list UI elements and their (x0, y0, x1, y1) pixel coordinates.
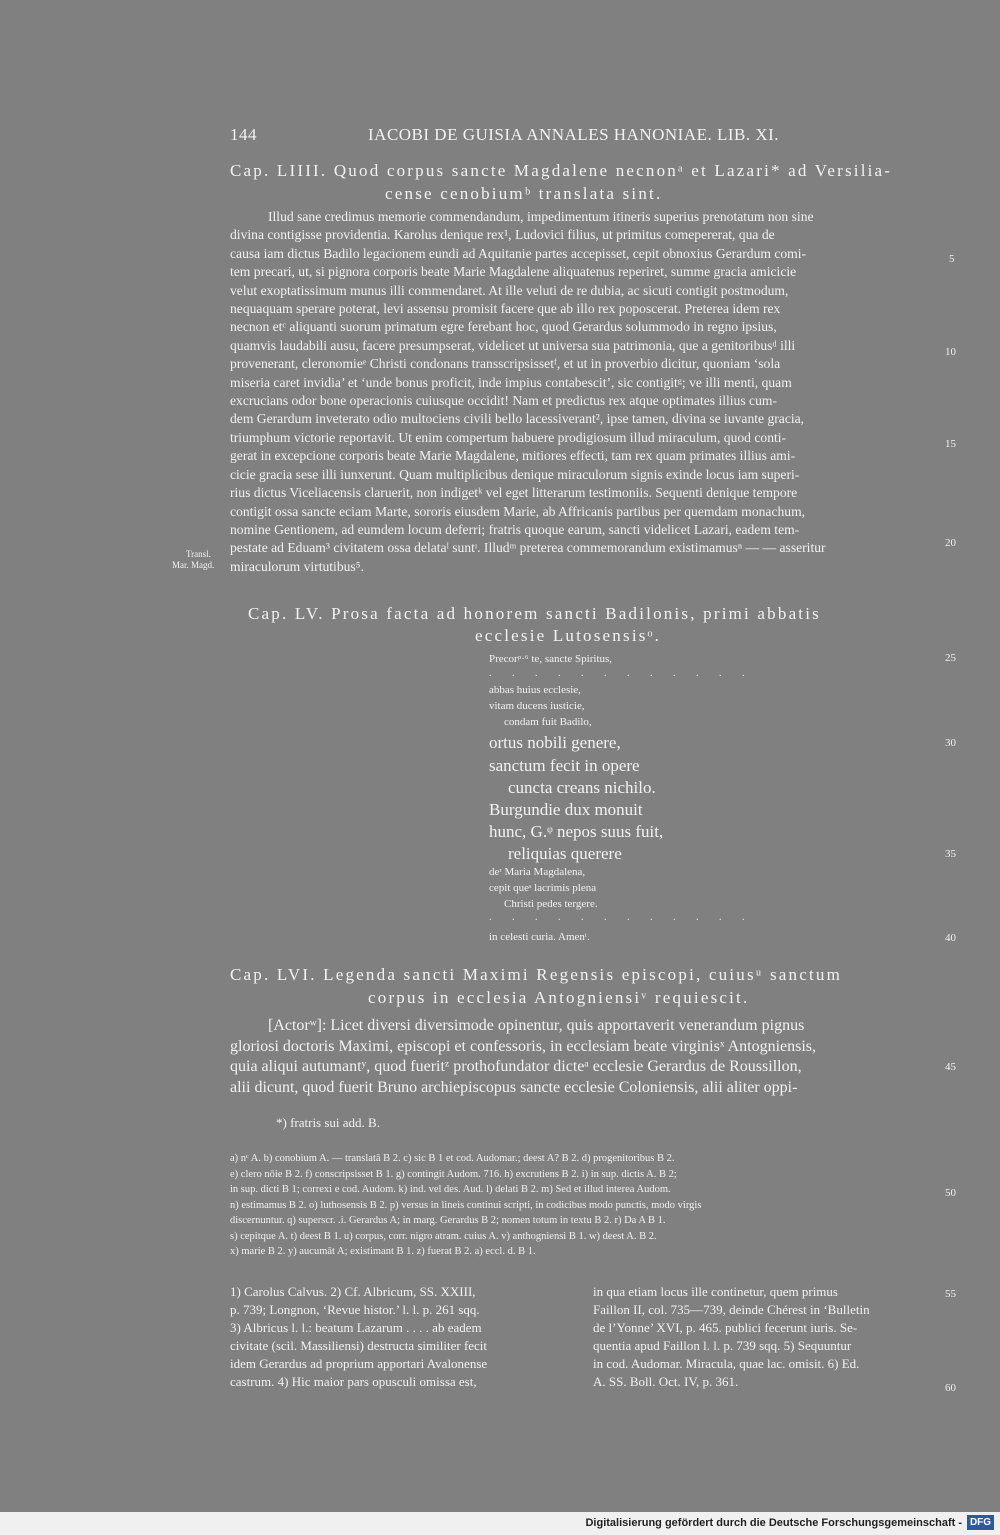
apparatus-line: n) estimamus B 2. o) luthosensis B 2. p) versus in lineis continui scripti, in codicibus modo punctis, modo virgis (230, 1199, 702, 1211)
line-number: 5 (949, 253, 955, 265)
footnotes-right-column (593, 1283, 870, 1391)
apparatus-line: s) cepitque A. t) deest B 1. u) corpus, corr. nigro atram. cuius A. v) anthogniensi B 1. w) deest A. B 2. (230, 1230, 657, 1242)
asterisk-note: *) fratris sui add. B. (276, 1115, 380, 1130)
dfg-logo[interactable]: DFG (967, 1515, 994, 1530)
footnote-line: 1) Carolus Calvus. 2) Cf. Albricum, SS. XXIII, (230, 1284, 476, 1299)
footnote-line: civitate (scil. Massiliensi) destructa similiter fecit (230, 1338, 488, 1353)
text-line: [Actorʷ]: Licet diversi diversimode opinentur, quis apportaverit venerandum pignus (268, 1017, 805, 1034)
chapter-lvi-title-line2: corpus in ecclesia Antogniensiᵛ requiescit. (368, 988, 750, 1007)
footnote-line: castrum. 4) Hic maior pars opusculi omissa est, (230, 1374, 477, 1389)
text-line: gerat in excepcione corporis beate Marie Magdalene, mitiores effecti, tam rex quam primates illius ami- (230, 448, 796, 464)
text-line: cicie gracia sese illi iunxerunt. Quam multiplicibus denique miraculorum signis exinde locus iam superi- (230, 466, 800, 482)
apparatus-line: in sup. dicti B 1; correxi e cod. Audom. k) ind. vel des. Aud. l) delati B 2. m) Sed et illud interea Audom. (230, 1184, 671, 1195)
line-number: 30 (945, 737, 956, 749)
chapter-lv-title-line2: ecclesie Lutosensisᵒ. (475, 626, 662, 645)
text-line: miraculorum virtutibus⁵. (230, 558, 364, 574)
margin-note-line2: Mar. Magd. (172, 560, 215, 570)
footnote-line: A. SS. Boll. Oct. IV, p. 361. (593, 1374, 739, 1389)
verse-line: deʳ Maria Magdalena, (489, 866, 586, 878)
verse-line: vitam ducens iusticie, (489, 700, 585, 712)
line-number: 15 (945, 438, 956, 450)
chapter-lvi-title-line1: Cap. LVI. Legenda sancti Maximi Regensis episcopi, cuiusᵘ sanctum (230, 965, 843, 984)
ellipsis-dots: . . . . . . . . . . . . (489, 912, 754, 923)
verse-line: sanctum fecit in opere (489, 756, 640, 775)
apparatus-line: e) clero nōie B 2. f) conscripsisset B 1. g) contingit Audom. 716. h) excrutiens B 2. i) in sup. dictis A. B 2; (230, 1168, 677, 1180)
line-number: 20 (945, 537, 956, 549)
footnote-line: p. 739; Longnon, ‘Revue histor.’ l. l. p. 261 sqq. (230, 1302, 480, 1317)
text-line: alii dicunt, quod fuerit Bruno archiepiscopus sancte ecclesie Coloniensis, alii aliter oppi- (230, 1078, 798, 1096)
text-line: contigit ossa sancte eciam Marte, sororis eiusdem Marie, ab Affricanis partibus per quemdam monachum, (230, 503, 806, 519)
verse-line: ortus nobili genere, (489, 733, 621, 752)
critical-apparatus (230, 1151, 701, 1260)
text-line: miseria caret invidia’ et ‘unde bonus proficit, inde impius contabescit’, sic contigitᵍ; ve illi menti, quam (230, 374, 792, 390)
ellipsis-dots: . . . . . . . . . . . . (489, 668, 754, 679)
apparatus-line: x) marie B 2. y) aucumāt A; existimant B 1. z) fuerat B 2. a) eccl. d. B 1. (230, 1246, 536, 1257)
line-number: 60 (945, 1382, 956, 1394)
line-number: 55 (945, 1288, 956, 1300)
verse-line: condam fuit Badilo, (504, 716, 592, 728)
verse-line: abbas huius ecclesie, (489, 684, 581, 696)
chapter-liiii-title-line1: Cap. LIIII. Quod corpus sancte Magdalene necnonᵃ et Lazari* ad Versilia- (230, 161, 893, 180)
footnote-line: quentia apud Faillon l. l. p. 739 sqq. 5) Sequuntur (593, 1338, 852, 1353)
margin-note-line1: Transl. (186, 549, 211, 559)
text-line: causa iam dictus Badilo legacionem eundi ad Aquitanie partes accepisset, cepit obnoxius Gerardum comi- (230, 245, 807, 261)
page-number: 144 (230, 125, 257, 144)
line-number: 25 (945, 652, 956, 664)
text-line: necnon etᶜ aliquanti suorum primatum egre ferebant hoc, quod Gerardus solummodo in regno ipsius, (230, 319, 777, 335)
verse-line: Christi pedes tergere. (504, 898, 598, 910)
line-number: 40 (945, 932, 956, 944)
chapter-liiii-text (230, 208, 962, 576)
verse-line: cuncta creans nichilo. (508, 778, 656, 797)
verse-line: hunc, G.ᵠ nepos suus fuit, (489, 822, 664, 841)
text-line: quamvis laudabili ausu, facere presumpserat, videlicet ut universa sua patrimonia, que a genitoribusᵈ illi (230, 337, 796, 353)
footnote-line: de l’Yonne’ XVI, p. 465. publici fecerunt iuris. Se- (593, 1320, 858, 1335)
line-number: 35 (945, 848, 956, 860)
text-line: velut exoptatissimum munus illi commendaret. At ille veluti de re dubia, ac sicuti contigit postmodum, (230, 282, 789, 298)
verse-line: reliquias querere (508, 844, 622, 863)
text-line: provenerant, cleronomieᵉ Christi condonans transscripsissetᶠ, et ut in proverbio dicitur, quoniam ‘sola (230, 356, 781, 372)
footer-funding-note: Digitalisierung gefördert durch die Deutsche Forschungsgemeinschaft - (585, 1517, 962, 1529)
text-line: excrucians odor bone operacionis cuiusque occidit! Nam et predictus rex atque optimates illius cum- (230, 393, 777, 409)
footnote-line: 3) Albricus l. l.: beatum Lazarum . . . . ab eadem (230, 1320, 482, 1335)
chapter-lvi-text (230, 1016, 962, 1098)
footnote-line: idem Gerardus ad proprium apportari Avalonense (230, 1356, 488, 1371)
running-title: IACOBI DE GUISIA ANNALES HANONIAE. LIB. XI. (368, 125, 780, 144)
text-line: dem Gerardum inveterato odio multociens civili bello lacessiverant², ipse tamen, divina se iuvante gracia, (230, 411, 805, 427)
verse-line: cepit queˢ lacrimis plena (489, 882, 597, 894)
line-number: 50 (945, 1187, 956, 1199)
footnote-line: Faillon II, col. 735—739, deinde Chérest in ‘Bulletin (593, 1302, 870, 1317)
text-line: triumphum victorie reportavit. Ut enim compertum habuere prodigiosum illud miraculum, quod conti- (230, 429, 787, 445)
text-line: quia aliqui autumantʸ, quod fueritᶻ prothofundator dicteᵃ ecclesie Gerardus de Roussillon, (230, 1058, 802, 1075)
footnote-line: in cod. Audomar. Miracula, quae lac. omisit. 6) Ed. (593, 1356, 860, 1371)
text-line: gloriosi doctoris Maximi, episcopi et confessoris, in ecclesiam beate virginisˣ Antogniensis, (230, 1037, 817, 1055)
apparatus-line: discernuntur. q) superscr. .i. Gerardus A; in marg. Gerardus B 2; nomen totum in textu B 2. r) Da A B 1. (230, 1215, 666, 1226)
chapter-lv-title-line1: Cap. LV. Prosa facta ad honorem sancti Badilonis, primi abbatis (248, 604, 821, 623)
chapter-liiii-title-line2: cense cenobiumᵇ translata sint. (385, 184, 663, 203)
footnote-line: in qua etiam locus ille continetur, quem primus (593, 1284, 838, 1299)
apparatus-line: a) nᶜ A. b) conobium A. — translatā B 2. c) sic B 1 et cod. Audomar.; deest A? B 2. d) progenitoribus B 2. (230, 1153, 675, 1164)
footnotes-left-column (230, 1283, 487, 1391)
verse-line: Burgundie dux monuit (489, 800, 643, 819)
text-line: tem precari, ut, si pignora corporis beate Marie Magdalene aliquatenus reperiret, summe gracia amicicie (230, 264, 797, 280)
text-line: nomine Gentionem, ad eumdem locum deferri; fratris quoque earum, sancti videlicet Lazari, eadem tem- (230, 521, 800, 537)
line-number: 45 (945, 1061, 956, 1073)
text-line: Illud sane credimus memorie commendandum, impedimentum itineris superius prenotatum non sine (268, 209, 814, 224)
text-line: pestate ad Eduam³ civitatem ossa delataˡ suntᶦ. Illudᵐ preterea commemorandum existimamusⁿ — — asseritur (230, 540, 826, 556)
verse-line: Precorᵖ·⁶ te, sancte Spiritus, (489, 653, 613, 665)
verse-line: in celesti curia. Amenᵗ. (489, 931, 590, 943)
text-line: divina contigisse providentia. Karolus denique rex¹, Ludovici filius, ut primitus comepererat, qua de (230, 227, 775, 243)
text-line: nequaquam sperare poterat, levi assensu promisit facere que ab illo rex poposcerat. Preterea idem rex (230, 301, 781, 317)
text-line: rius dictus Viceliacensis claruerit, non indigetᵏ vel eget litterarum testimoniis. Sequenti denique tempore (230, 485, 798, 501)
line-number: 10 (945, 346, 956, 358)
